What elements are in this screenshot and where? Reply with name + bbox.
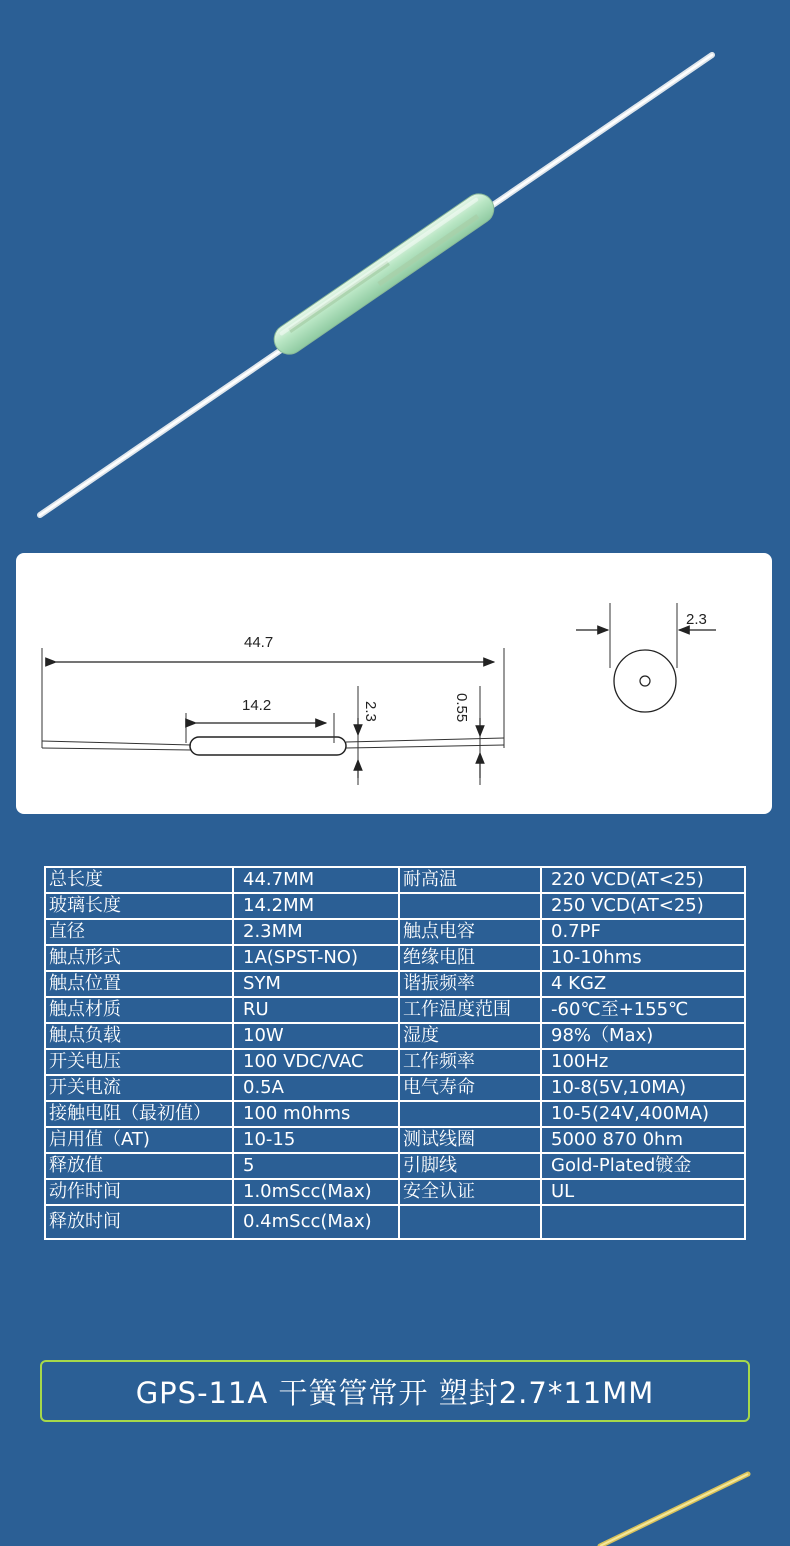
spec-value: 10-5(24V,400MA) — [541, 1101, 745, 1127]
spec-row — [45, 893, 745, 919]
spec-value: 2.3MM — [233, 919, 399, 945]
spec-value: 100Hz — [541, 1049, 745, 1075]
spec-label: 引脚线 — [399, 1153, 541, 1179]
spec-row — [45, 1153, 745, 1179]
spec-label: 开关电流 — [45, 1075, 233, 1101]
spec-value: 5 — [233, 1153, 399, 1179]
spec-value: 100 VDC/VAC — [233, 1049, 399, 1075]
spec-label: 释放时间 — [45, 1205, 233, 1239]
spec-value: 0.7PF — [541, 919, 745, 945]
spec-label: 耐高温 — [399, 867, 541, 893]
overall-length-label: 44.7 — [244, 634, 274, 651]
gold-lead-decoration — [560, 1460, 790, 1546]
spec-label: 安全认证 — [399, 1179, 541, 1205]
spec-value: 10W — [233, 1023, 399, 1049]
spec-value — [541, 1205, 745, 1239]
spec-value: 10-10hms — [541, 945, 745, 971]
spec-value: 100 m0hms — [233, 1101, 399, 1127]
spec-label: 触点形式 — [45, 945, 233, 971]
glass-length-label: 14.2 — [242, 697, 272, 714]
spec-label: 释放值 — [45, 1153, 233, 1179]
spec-value: 10-8(5V,10MA) — [541, 1075, 745, 1101]
spec-label: 湿度 — [399, 1023, 541, 1049]
spec-label: 工作频率 — [399, 1049, 541, 1075]
spec-row — [45, 1049, 745, 1075]
spec-value: 5000 870 0hm — [541, 1127, 745, 1153]
diameter-label: 2.3 — [362, 701, 379, 722]
spec-row — [45, 945, 745, 971]
spec-label: 触点负载 — [45, 1023, 233, 1049]
spec-label: 电气寿命 — [399, 1075, 541, 1101]
end-view-diameter-label: 2.3 — [686, 611, 707, 628]
spec-value: 0.5A — [233, 1075, 399, 1101]
spec-value: 10-15 — [233, 1127, 399, 1153]
technical-drawing — [16, 553, 772, 814]
spec-row — [45, 997, 745, 1023]
spec-row — [45, 867, 745, 893]
spec-label: 工作温度范围 — [399, 997, 541, 1023]
spec-value: 220 VCD(AT<25) — [541, 867, 745, 893]
spec-value: 14.2MM — [233, 893, 399, 919]
spec-row — [45, 1179, 745, 1205]
spec-row — [45, 1075, 745, 1101]
spec-label — [399, 1205, 541, 1239]
spec-label: 直径 — [45, 919, 233, 945]
spec-value: 44.7MM — [233, 867, 399, 893]
spec-label: 玻璃长度 — [45, 893, 233, 919]
spec-row — [45, 971, 745, 997]
spec-value: -60℃至+155℃ — [541, 997, 745, 1023]
spec-label: 动作时间 — [45, 1179, 233, 1205]
spec-row — [45, 1127, 745, 1153]
spec-value: RU — [233, 997, 399, 1023]
lead-diameter-label: 0.55 — [453, 693, 470, 723]
spec-value: 1.0mScc(Max) — [233, 1179, 399, 1205]
spec-label — [399, 893, 541, 919]
spec-label: 测试线圈 — [399, 1127, 541, 1153]
spec-label: 绝缘电阻 — [399, 945, 541, 971]
spec-value: 4 KGZ — [541, 971, 745, 997]
spec-table — [44, 866, 746, 1240]
spec-label: 触点电容 — [399, 919, 541, 945]
spec-label: 启用值（AT) — [45, 1127, 233, 1153]
spec-value: 1A(SPST-NO) — [233, 945, 399, 971]
spec-value: UL — [541, 1179, 745, 1205]
spec-value: 250 VCD(AT<25) — [541, 893, 745, 919]
spec-label: 触点材质 — [45, 997, 233, 1023]
spec-row — [45, 1205, 745, 1239]
spec-label: 开关电压 — [45, 1049, 233, 1075]
spec-row — [45, 1023, 745, 1049]
spec-label — [399, 1101, 541, 1127]
spec-row — [45, 919, 745, 945]
spec-value: 98%（Max) — [541, 1023, 745, 1049]
reed-switch-photo — [0, 0, 790, 540]
spec-label: 接触电阻（最初值） — [45, 1101, 233, 1127]
spec-row — [45, 1101, 745, 1127]
spec-value: 0.4mScc(Max) — [233, 1205, 399, 1239]
spec-label: 总长度 — [45, 867, 233, 893]
spec-label: 触点位置 — [45, 971, 233, 997]
spec-label: 谐振频率 — [399, 971, 541, 997]
spec-value: Gold-Plated镀金 — [541, 1153, 745, 1179]
spec-value: SYM — [233, 971, 399, 997]
product-title: GPS-11A 干簧管常开 塑封2.7*11MM — [40, 1360, 750, 1422]
dimension-drawing — [16, 553, 772, 814]
